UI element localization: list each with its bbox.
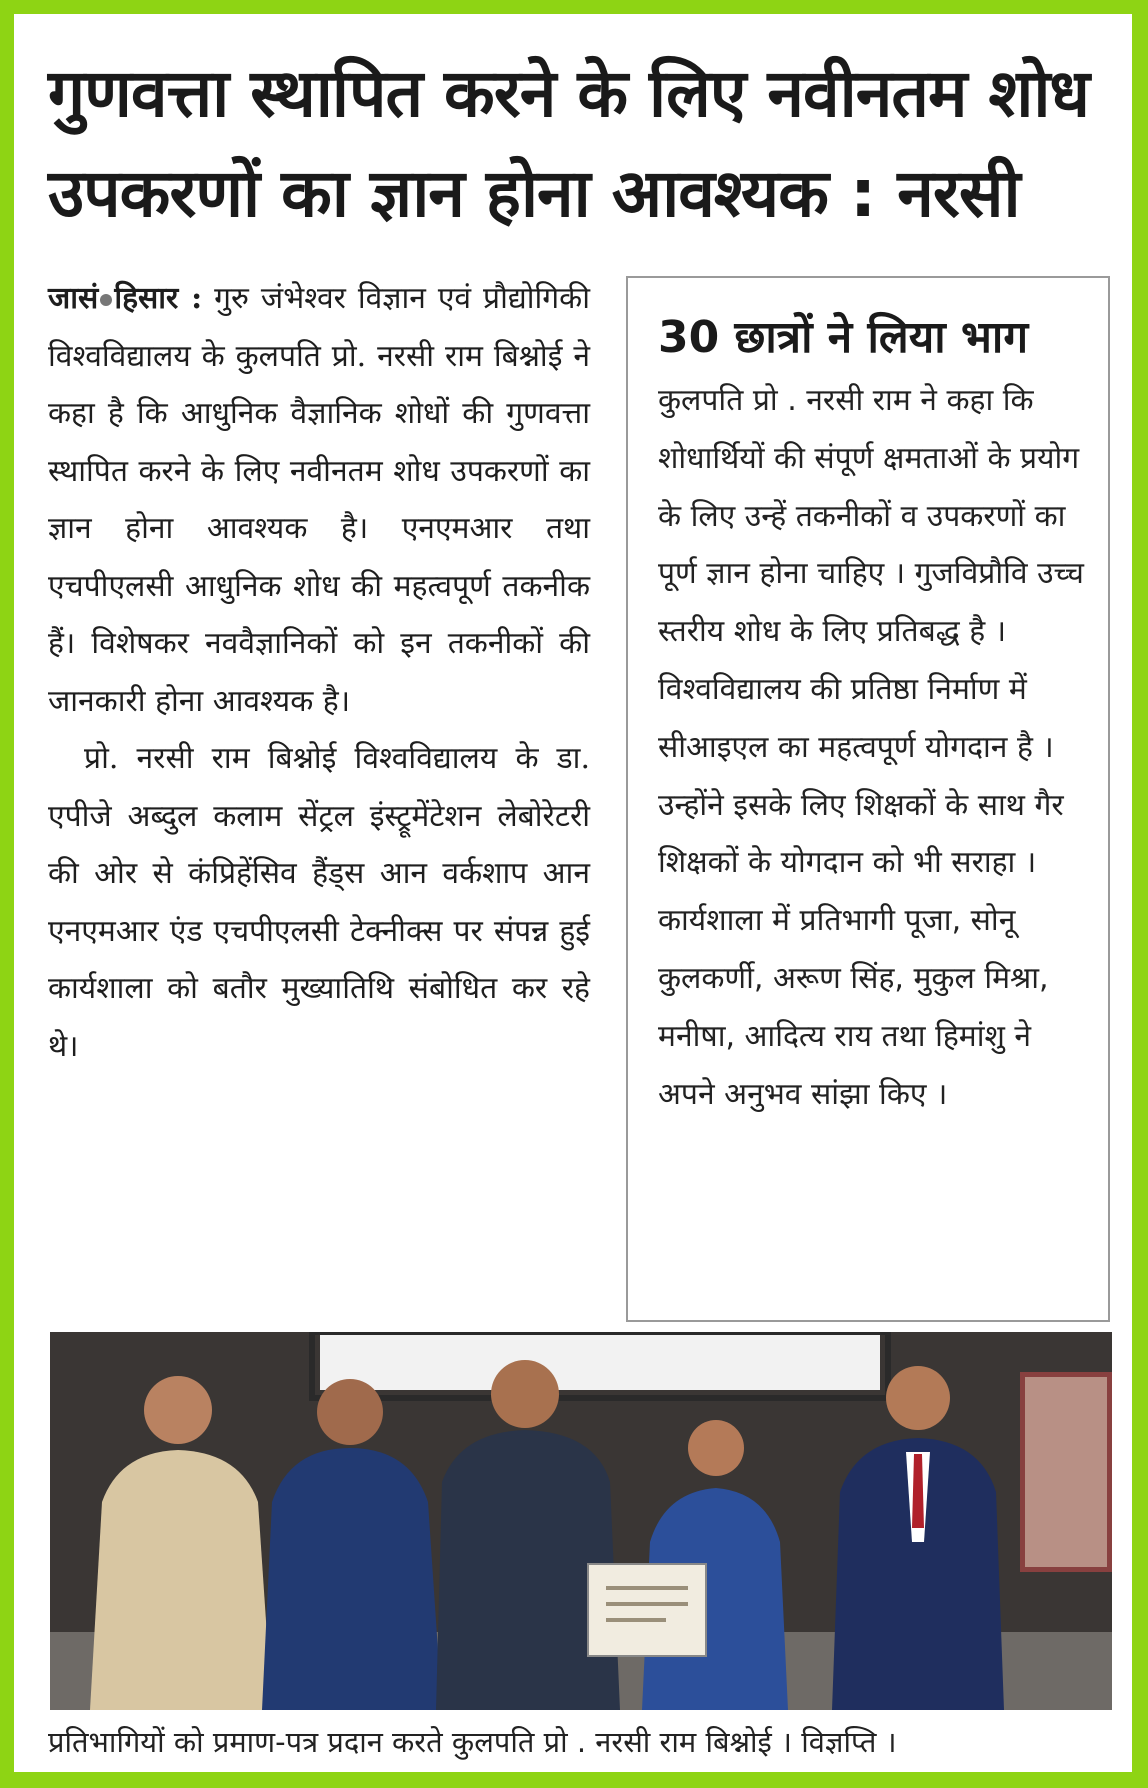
- article-paragraph-1: [48, 270, 590, 730]
- paragraph-1-text: गुरु जंभेश्वर विज्ञान एवं प्रौद्योगिकी विश्वविद्यालय के कुलपति प्रो. नरसी राम बिश्नोई ने कहा है कि आधुनिक वैज्ञानिक शोधों की गुणवत्ता स्थापित करने के लिए नवीनतम शोध उपकरणों का ज्ञान होना आवश्यक है। एनएमआर तथा एचपीएलसी आधुनिक शोध की महत्वपूर्ण तकनीक हैं। विशेषकर नववैज्ञानिकों को इन तकनीकों की जानकारी होना आवश्यक है।: [48, 281, 590, 719]
- sidebar-text: कुलपति प्रो . नरसी राम ने कहा कि शोधार्थियों की संपूर्ण क्षमताओं के प्रयोग के लिए उन्हें तकनीकों व उपकरणों का पूर्ण ज्ञान होना चाहिए । गुजविप्रौवि उच्च स्तरीय शोध के लिए प्रतिबद्ध है । विश्वविद्यालय की प्रतिष्ठा निर्माण में सीआइएल का महत्वपूर्ण योगदान है । उन्होंने इसके लिए शिक्षकों के साथ गैर शिक्षकों के योगदान को भी सराहा । कार्यशाला में प्रतिभागी पूजा, सोनू कुलकर्णी, अरूण सिंह, मुकुल मिश्रा, मनीषा, आदित्य राय तथा हिमांशु ने अपने अनुभव सांझा किए ।: [658, 383, 1084, 1112]
- event-photo-illustration: [50, 1332, 1112, 1710]
- photo-caption: प्रतिभागियों को प्रमाण-पत्र प्रदान करते कुलपति प्रो . नरसी राम बिश्नोई । विज्ञप्ति ।: [48, 1725, 897, 1759]
- dateline: जासं: [48, 281, 99, 316]
- dateline-bullet-icon: [100, 294, 112, 306]
- article-body: [48, 270, 590, 1075]
- newspaper-clipping: [14, 14, 1132, 1772]
- headline: गुणवत्ता स्थापित करने के लिए नवीनतम शोध उपकरणों का ज्ञान होना आवश्यक : नरसी: [48, 55, 1090, 232]
- dateline-location: हिसार :: [114, 281, 203, 316]
- sidebar-box: [626, 276, 1110, 1322]
- sidebar-heading: 30 छात्रों ने लिया भाग: [658, 312, 1029, 363]
- article-paragraph-2: प्रो. नरसी राम बिश्नोई विश्वविद्यालय के डा. एपीजे अब्दुल कलाम सेंट्रल इंस्ट्रूमेंटेशन लेबोरेटरी की ओर से कंप्रिहेंसिव हैंड्स आन वर्कशाप आन एनएमआर एंड एचपीएलसी टेक्नीक्स पर संपन्न हुई कार्यशाला को बतौर मुख्यातिथि संबोधित कर रहे थे।: [48, 741, 590, 1064]
- event-photo: [50, 1332, 1112, 1710]
